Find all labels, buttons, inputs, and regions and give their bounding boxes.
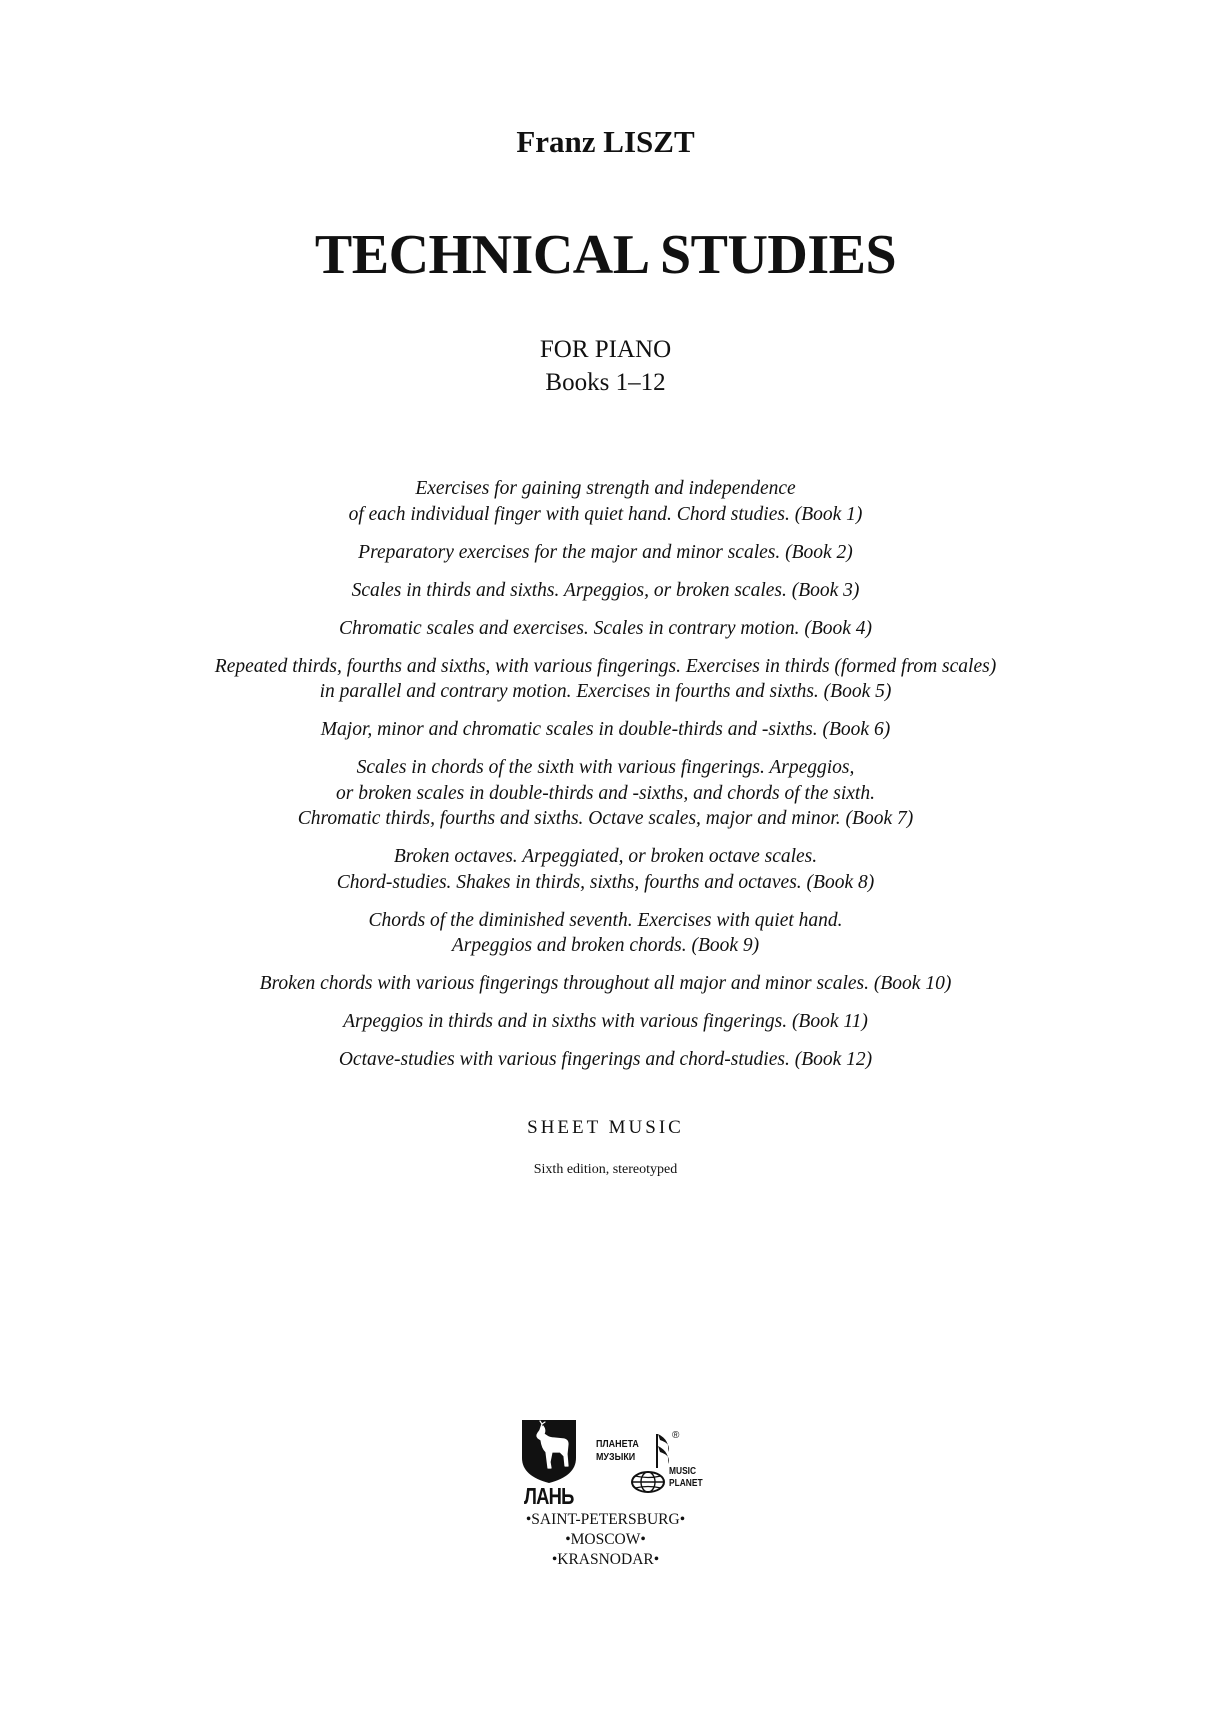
contents-entry-line: Scales in chords of the sixth with various fingerings. Arpeggios, <box>356 757 855 778</box>
contents-entry <box>0 755 1211 832</box>
contents-entry <box>0 971 1211 997</box>
subtitle-books: Books 1–12 <box>545 369 666 396</box>
contents-entry-line: Octave-studies with various fingerings and chord-studies. (Book 12) <box>338 1049 873 1070</box>
publisher-cities <box>0 1510 1211 1570</box>
contents-entry-line: Chromatic thirds, fourths and sixths. Octave scales, major and minor. (Book 7) <box>297 808 914 829</box>
contents-entry-line: Chromatic scales and exercises. Scales in contrary motion. (Book 4) <box>338 617 873 639</box>
contents-entry-line: in parallel and contrary motion. Exercises in fourths and sixths. (Book 5) <box>319 681 892 702</box>
globe-icon <box>630 1470 666 1494</box>
sheet-music-label: SHEET MUSIC <box>527 1117 684 1138</box>
subtitle-instrument: FOR PIANO <box>539 336 672 363</box>
city-name: •KRASNODAR• <box>551 1551 660 1568</box>
composer-name: Franz LISZT <box>516 124 695 159</box>
city-name: •MOSCOW• <box>565 1531 646 1548</box>
contents-entry-line: Arpeggios and broken chords. (Book 9) <box>451 935 760 956</box>
book-title: TECHNICAL STUDIES <box>314 224 897 286</box>
subtitle <box>0 333 1211 399</box>
contents-entry-line: or broken scales in double-thirds and -sixths, and chords of the sixth. <box>336 782 875 804</box>
deer-shield-icon <box>520 1418 578 1484</box>
contents-entry-line: Scales in thirds and sixths. Arpeggios, or broken scales. (Book 3) <box>351 579 860 601</box>
contents-entry <box>0 1047 1211 1073</box>
contents-entry <box>0 717 1211 743</box>
contents-entry <box>0 578 1211 604</box>
contents-entry-line: Arpeggios in thirds and in sixths with various fingerings. (Book 11) <box>343 1011 868 1032</box>
contents-list <box>0 476 1211 1085</box>
contents-entry-line: Preparatory exercises for the major and minor scales. (Book 2) <box>358 541 853 563</box>
contents-entry <box>0 1009 1211 1035</box>
contents-entry <box>0 476 1211 527</box>
edition-note: Sixth edition, stereotyped <box>533 1162 678 1177</box>
contents-entry-line: Exercises for gaining strength and independence <box>415 478 796 499</box>
contents-entry <box>0 616 1211 642</box>
contents-entry-line: of each individual finger with quiet hand. Chord studies. (Book 1) <box>348 503 863 525</box>
contents-entry-line: Repeated thirds, fourths and sixths, with various fingerings. Exercises in thirds (formed from scales) <box>214 655 997 677</box>
contents-entry <box>0 844 1211 895</box>
contents-entry-line: Broken octaves. Arpeggiated, or broken octave scales. <box>393 846 818 867</box>
contents-entry-line: Chords of the diminished seventh. Exercises with quiet hand. <box>368 909 843 931</box>
contents-entry-line: Major, minor and chromatic scales in double-thirds and -sixths. (Book 6) <box>320 719 891 740</box>
contents-entry-line: Broken chords with various fingerings throughout all major and minor scales. (Book 10) <box>259 973 952 994</box>
publisher-logos <box>520 1418 703 1509</box>
contents-entry <box>0 540 1211 566</box>
lan-wordmark: ЛАНЬ <box>524 1483 574 1509</box>
registered-mark: ® <box>672 1430 680 1441</box>
contents-entry <box>0 908 1211 959</box>
planet-en-wordmark: MUSIC PLANET <box>669 1465 703 1489</box>
contents-entry-line: Chord-studies. Shakes in thirds, sixths, fourths and octaves. (Book 8) <box>336 871 875 893</box>
contents-entry <box>0 654 1211 705</box>
music-planet-logo <box>596 1430 703 1494</box>
city-name: •SAINT-PETERSBURG• <box>525 1511 686 1528</box>
planet-ru-wordmark: ПЛАНЕТА МУЗЫКИ <box>596 1438 639 1463</box>
